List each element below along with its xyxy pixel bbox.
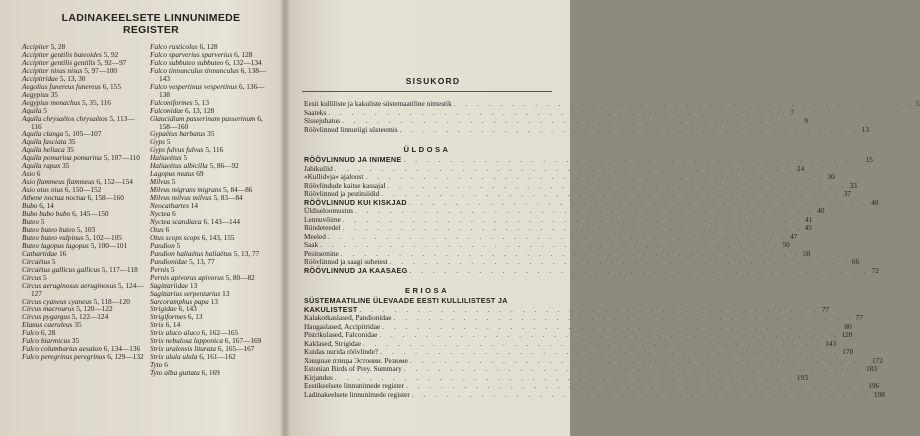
- latin-name: Accipiter nisus nisus: [22, 65, 83, 75]
- page-refs: 5, 124—127: [31, 280, 144, 298]
- latin-name: Bubo bubo bubo: [22, 209, 71, 219]
- index-entry: [150, 369, 272, 377]
- dot-leader: . . . . . . . . . . . . . . . . . . . . . . . . . . . . . . . . . . . . . . . .: [409, 355, 870, 365]
- page-refs: 35: [60, 161, 70, 171]
- toc-page-number: 30: [827, 172, 835, 181]
- index-entry: [22, 282, 144, 298]
- section-heading: ERIOSA: [404, 286, 450, 295]
- page-refs: 35: [70, 336, 80, 346]
- page-refs: 5, 107—110: [101, 153, 140, 163]
- page-refs: 5, 13, 77: [231, 248, 260, 258]
- toc-entry-title: Eesti kullilistе ja kakuliste süstemaatiline nimestik: [304, 99, 452, 108]
- latin-name: Circus: [22, 272, 42, 282]
- toc-page-number: 172: [871, 355, 883, 365]
- toc-page-number: 77: [855, 313, 863, 322]
- latin-name: Aquila clanga: [22, 129, 64, 139]
- toc-page-number: 193: [796, 372, 808, 382]
- page-refs: 6, 143, 155: [199, 232, 235, 242]
- left-page-index: [0, 0, 284, 436]
- page-refs: 5: [41, 105, 47, 115]
- latin-name: Milvus migrans migrans: [150, 185, 222, 195]
- dot-leader: . . . . . . . . . . . . . . . . . . . . . . . . . . . . . . . . . . . . . . . .: [340, 248, 801, 258]
- latin-name: Aegypius: [22, 89, 49, 99]
- dot-leader: . . . . . . . . . . . . . . . . . . . . . . . . . . . . . . . . . . . . . . . .: [328, 107, 789, 117]
- dot-leader: . . . . . . . . . . . . . . . . . . . . . . . . . . . . . . . . . . . . . . . .: [342, 214, 804, 224]
- latin-name: Falco tinnunculus tinnunculus: [150, 65, 239, 75]
- page-refs: 5: [181, 153, 188, 163]
- dot-leader: . . . . . . . . . . . . . . . . . . . . . . . . . . . . . . . . . . . . . . . .: [411, 389, 872, 399]
- latin-name: Neocathartes: [150, 201, 189, 211]
- latin-name: Aquila heliaca: [22, 145, 65, 155]
- dot-leader: . . . . . . . . . . . . . . . . . . . . . . . . . . . . . . . . . . . . . . . .: [379, 330, 840, 339]
- toc-entry-title: Haugaslased, Accipitridae: [304, 321, 381, 331]
- toc-entry: [304, 265, 879, 276]
- latin-name: Pandion haliaëtus haliaëtus: [150, 248, 232, 258]
- dot-leader: . . . . . . . . . . . . . . . . . . . . . . . . . . . . . . . . . . . . . . . .: [409, 265, 870, 275]
- page-refs: 6, 161—162: [197, 352, 236, 362]
- page-refs: 6: [162, 360, 168, 370]
- page-refs: 5: [169, 264, 175, 274]
- table-of-contents: [304, 99, 920, 399]
- toc-entry-title: Pistrikulased, Falconidae: [304, 330, 378, 339]
- latin-name: Bubo: [22, 201, 38, 211]
- latin-name: Pernis apivorus apivorus: [150, 272, 224, 282]
- latin-name: Strigiformes: [150, 312, 187, 322]
- latin-name: Falco peregrinus peregrinus: [22, 352, 106, 362]
- latin-name: Circus pygargus: [22, 312, 70, 322]
- dot-leader: . . . . . . . . . . . . . . . . . . . . . . . . . . . . . . . . . . . . . . . .: [363, 338, 824, 348]
- page-refs: 5: [169, 177, 176, 187]
- page-refs: 13: [188, 280, 198, 290]
- latin-name: Aegypius monachus: [22, 97, 81, 107]
- toc-page-number: 77: [821, 304, 830, 314]
- toc-page-number: 198: [873, 389, 885, 399]
- page-refs: 5, 35, 116: [80, 97, 111, 107]
- page-refs: 6, 167—169: [222, 336, 262, 346]
- toc-entry-title: SÜSTEMAATILINE ÜLEVAADE EESTI KULLILISTEST JA: [304, 296, 508, 305]
- latin-name: Cathartidae: [22, 248, 58, 258]
- page-refs: 6: [34, 169, 41, 179]
- toc-page-number: 58: [803, 248, 811, 258]
- latin-name: Accipiter gentilis buteoides: [22, 49, 102, 59]
- toc-entry-title: Röövlindude kaitse kassajal: [304, 180, 386, 190]
- dot-leader: . . . . . . . . . . . . . . . . . . . . . . . . . . . . . . . . . . . . . . . .: [403, 155, 864, 164]
- latin-name: Gypaëtus barbatus: [150, 129, 206, 139]
- toc-entry-title: Röövlinnud linnuriigi süsteemis: [304, 124, 398, 134]
- toc-entry-title: Jahikullid: [304, 163, 333, 173]
- latin-name: Tyto: [150, 360, 163, 370]
- latin-name: Tyto alba guttata: [150, 368, 200, 378]
- latin-name: Falco subbuteo subbuteo: [150, 57, 224, 67]
- latin-name: Aquila fasciata: [22, 137, 67, 147]
- page-refs: 6, 162—165: [199, 328, 239, 338]
- dot-leader: . . . . . . . . . . . . . . . . . . . . . . . . . . . . . . . . . . . . . . . .: [355, 206, 816, 215]
- latin-name: Accipiter: [22, 42, 49, 51]
- latin-name: Buteo buteo vulpinus: [22, 232, 84, 242]
- dot-leader: . . . . . . . . . . . . . . . . . . . . . . . . . . . . . . . . . . . . . . . .: [381, 189, 842, 198]
- toc-page-number: 9: [804, 116, 808, 125]
- toc-page-number: 196: [868, 381, 880, 390]
- toc-entry-title: KAKULISTEST: [304, 304, 358, 314]
- toc-entry-title: Meeled: [304, 231, 326, 241]
- page-refs: 5, 86—92: [207, 161, 239, 171]
- page-refs: 5: [165, 137, 171, 147]
- latin-name: Falconidae: [150, 105, 184, 115]
- toc-entry-title: Kirjandus: [304, 372, 333, 382]
- toc-page-number: 40: [817, 206, 825, 215]
- toc-page-number: 143: [825, 338, 837, 348]
- latin-name: Aquila pomarina pomarina: [22, 153, 102, 163]
- page-refs: 5, 120—122: [74, 304, 113, 314]
- toc-entry-title: RÖÖVLINNUD KUI KISKJAD: [304, 197, 407, 207]
- toc-page-number: 41: [805, 214, 813, 224]
- toc-entry-title: Eestikeelsete linnunimede register: [304, 381, 405, 390]
- latin-name: Buteo: [22, 216, 40, 226]
- page-refs: 6, 158—160: [85, 193, 124, 203]
- latin-name: Circaëtus gallicus gallicus: [22, 264, 100, 274]
- toc-page-number: 170: [842, 347, 854, 356]
- latin-name: Milvus milvus milvus: [150, 193, 212, 203]
- page-refs: 5, 117—118: [99, 264, 138, 274]
- page-refs: 5, 13: [192, 97, 209, 107]
- toc-page-number: 5: [915, 99, 920, 108]
- page-refs: 6, 152—154: [94, 177, 133, 187]
- toc-entry-title: Saateks: [304, 107, 327, 117]
- latin-name: Falco: [22, 328, 40, 338]
- latin-name: Sagittariidae: [150, 280, 189, 290]
- latin-name: Buteo buteo buteo: [22, 224, 76, 234]
- toc-entry-title: Röövlinnud ja saagi suhetest: [304, 257, 388, 266]
- toc-page-number: 37: [843, 189, 851, 198]
- page-refs: 5, 122—124: [69, 312, 109, 322]
- toc-entry-title: Ladinakeelsete linnunimede register: [304, 389, 410, 399]
- page-refs: 5, 13, 77: [187, 256, 215, 266]
- latin-name: Haliaeëtus: [150, 153, 182, 163]
- page-refs: 6, 143—144: [201, 216, 240, 226]
- page-refs: 6, 169: [199, 368, 220, 378]
- page-refs: 6, 14: [37, 201, 54, 211]
- dot-leader: . . . . . . . . . . . . . . . . . . . . . . . . . . . . . . . . . . . . . . . .: [359, 304, 820, 314]
- page-refs: 6, 13, 128: [183, 105, 215, 115]
- index-entry: [150, 67, 272, 83]
- toc-entry-title: Üldiseloomustus: [304, 206, 354, 215]
- latin-name: Nyctea: [150, 209, 171, 219]
- page-refs: 6: [163, 224, 170, 234]
- page-refs: 6, 28: [39, 328, 56, 338]
- toc-entry-title: Pesitsemine: [304, 248, 339, 258]
- page-refs: 14: [188, 201, 199, 211]
- page-refs: 5, 80—82: [223, 272, 255, 282]
- page-refs: 6, 138—143: [159, 65, 267, 83]
- latin-name: Milvus: [150, 177, 170, 187]
- page-refs: 5: [50, 256, 56, 266]
- latin-name: Athene noctua noctua: [22, 193, 86, 203]
- latin-name: Circus macrourus: [22, 304, 75, 314]
- dot-leader: . . . . . . . . . . . . . . . . . . . . . . . . . . . . . . . . . . . . . . . .: [406, 381, 867, 390]
- index-entry: [150, 353, 272, 361]
- page-refs: 35: [205, 129, 215, 139]
- page-refs: 5: [41, 272, 47, 282]
- index-entry: [150, 115, 272, 131]
- latin-name: Aquila: [22, 105, 42, 115]
- page-refs: 6, 143: [176, 304, 197, 314]
- latin-name: Asio: [22, 169, 35, 179]
- latin-name: Pandionidae: [150, 256, 188, 266]
- latin-name: Strix ulula ulula: [150, 352, 198, 362]
- toc-entry-title: Estonian Birds of Prey. Summary: [304, 364, 402, 373]
- index-title: LADINAKEELSETE LINNUNIMEDE REGISTER: [61, 12, 241, 36]
- latin-name: Accipiter gentilis gentilis: [22, 57, 96, 67]
- page-refs: 6, 165—167: [216, 344, 255, 354]
- dot-leader: . . . . . . . . . . . . . . . . . . . . . . . . . . . . . . . . . . . . . . . .: [453, 99, 914, 108]
- dot-leader: . . . . . . . . . . . . . . . . . . . . . . . . . . . . . . . . . . . . . . . .: [389, 257, 850, 266]
- toc-entry-title: Kaklased, Strigidae: [304, 338, 362, 348]
- toc-page-number: 66: [851, 257, 860, 266]
- toc-page-number: 24: [796, 163, 805, 173]
- dot-leader: . . . . . . . . . . . . . . . . . . . . . . . . . . . . . . . . . . . . . . . .: [380, 347, 841, 356]
- page-refs: 5, 92: [101, 49, 119, 59]
- latin-name: Glaucidium passerinum passerinum: [150, 113, 256, 123]
- page-refs: 13: [208, 296, 218, 306]
- toc-page-number: 80: [844, 321, 852, 331]
- latin-name: Pernis: [150, 264, 170, 274]
- latin-name: Falco sparverius sparverius: [150, 49, 233, 59]
- dot-leader: . . . . . . . . . . . . . . . . . . . . . . . . . . . . . . . . . . . . . . . .: [320, 240, 781, 249]
- toc-entry-title: «Kullid»ja» ajaloost: [304, 172, 364, 181]
- toc-entry-title: Röövlinnud ja pestitsiidid: [304, 189, 380, 198]
- dot-leader: . . . . . . . . . . . . . . . . . . . . . . . . . . . . . . . . . . . . . . . .: [365, 172, 826, 181]
- page-refs: 5, 28: [48, 42, 66, 51]
- contents-title: SISUKORD: [405, 76, 461, 86]
- dot-leader: . . . . . . . . . . . . . . . . . . . . . . . . . . . . . . . . . . . . . . . .: [334, 163, 795, 173]
- toc-page-number: 7: [790, 107, 795, 117]
- latin-name: Strix nebulosa lapponica: [150, 336, 223, 346]
- page-refs: 5, 13, 30: [58, 73, 86, 83]
- latin-name: Strix: [150, 320, 164, 330]
- latin-name: Asio flammeus flammeus: [22, 177, 95, 187]
- page-refs: 6, 134—136: [101, 344, 141, 354]
- toc-entry-title: Lennuvõime: [304, 214, 341, 224]
- latin-name: Sarcoramphus papa: [150, 296, 209, 306]
- dot-leader: . . . . . . . . . . . . . . . . . . . . . . . . . . . . . . . . . . . . . . . .: [387, 180, 848, 190]
- dot-leader: . . . . . . . . . . . . . . . . . . . . . . . . . . . . . . . . . . . . . . . .: [342, 223, 803, 232]
- page-refs: 6, 13: [186, 312, 203, 322]
- page-refs: 5, 103: [75, 224, 96, 234]
- latin-name: Circus cyaneus cyaneus: [22, 296, 92, 306]
- page-refs: 5, 97—100: [82, 65, 118, 75]
- page-refs: 5, 113—116: [31, 113, 135, 131]
- page-refs: 6, 14: [163, 320, 181, 330]
- latin-name: Aegolius funereus funereus: [22, 81, 101, 91]
- latin-name: Accipitridae: [22, 73, 59, 83]
- toc-entry-title: RÖÖVLINNUD JA INIMENE: [304, 155, 402, 164]
- page-refs: 6, 132—134: [223, 57, 262, 67]
- toc-page-number: 128: [841, 330, 853, 339]
- right-page-contents: [286, 0, 920, 436]
- page-refs: 6, 158—160: [159, 113, 263, 131]
- latin-name: Otus scops scops: [150, 232, 200, 242]
- toc-page-number: 47: [790, 231, 798, 241]
- page-refs: 13: [220, 288, 230, 298]
- latin-name: Falco biarmicus: [22, 336, 71, 346]
- page-refs: 5, 116: [203, 145, 224, 155]
- dot-leader: . . . . . . . . . . . . . . . . . . . . . . . . . . . . . . . . . . . . . . . .: [399, 124, 860, 134]
- section-heading: ÜLDOSA: [403, 145, 451, 154]
- latin-name: Circus aeruginosus aeruginosus: [22, 280, 117, 290]
- index-entry: [22, 115, 144, 131]
- page-refs: 5, 102—105: [83, 232, 122, 242]
- page-refs: 6, 145—150: [70, 209, 109, 219]
- toc-page-number: 15: [865, 155, 873, 164]
- page-refs: 5: [174, 240, 181, 250]
- page-refs: 35: [48, 89, 58, 99]
- title-rule: [302, 91, 552, 92]
- dot-leader: . . . . . . . . . . . . . . . . . . . . . . . . . . . . . . . . . . . . . . . .: [393, 313, 854, 322]
- latin-name: Otus: [150, 224, 164, 234]
- page-refs: 6, 155: [100, 81, 121, 91]
- latin-name: Falconiformes: [150, 97, 193, 107]
- index-column-2: [150, 43, 272, 377]
- latin-name: Gyps fulvus fulvus: [150, 145, 204, 155]
- page-refs: 6, 136—138: [159, 81, 265, 99]
- toc-page-number: 40: [870, 197, 879, 207]
- toc-entry-title: Sissejuhatus: [304, 116, 341, 125]
- toc-page-number: 33: [849, 180, 857, 190]
- page-refs: 6, 128: [232, 49, 253, 59]
- latin-name: Gyps: [150, 137, 165, 147]
- page-refs: 35: [72, 320, 82, 330]
- toc-page-number: 13: [861, 124, 870, 134]
- index-entry: [22, 353, 144, 361]
- page-refs: 5, 92—97: [95, 57, 127, 67]
- toc-entry: [304, 389, 885, 400]
- latin-name: Strigidae: [150, 304, 177, 314]
- page-refs: 6, 150—152: [62, 185, 102, 195]
- toc-page-number: 50: [782, 240, 790, 249]
- page-refs: 5, 118—120: [91, 296, 130, 306]
- toc-page-number: 72: [871, 265, 879, 275]
- latin-name: Pandion: [150, 240, 175, 250]
- toc-entry-title: Хищные птицы Эстонии. Резюме: [304, 355, 408, 365]
- page-refs: 69: [194, 169, 204, 179]
- page-refs: 5, 84—86: [221, 185, 253, 195]
- index-column-1: [22, 43, 144, 361]
- latin-name: Sagittarius serpentarius: [150, 288, 221, 298]
- dot-leader: . . . . . . . . . . . . . . . . . . . . . . . . . . . . . . . . . . . . . . . .: [334, 372, 795, 382]
- toc-entry-title: Ründeteedel: [304, 223, 341, 232]
- latin-name: Buteo lagopus lagopus: [22, 240, 89, 250]
- toc-entry-title: Kuidas uurida röövlinde?: [304, 347, 379, 356]
- page-refs: 6, 129—132: [105, 352, 144, 362]
- toc-page-number: 183: [865, 364, 877, 373]
- latin-name: Haliaeëtus albicilla: [150, 161, 208, 171]
- latin-name: Nyctea scandiaca: [150, 216, 202, 226]
- page-refs: 5, 83—84: [211, 193, 243, 203]
- dot-leader: . . . . . . . . . . . . . . . . . . . . . . . . . . . . . . . . . . . . . . . .: [403, 364, 864, 373]
- toc-page-number: 45: [804, 223, 812, 232]
- toc-entry: [304, 124, 870, 135]
- latin-name: Circaëtus: [22, 256, 51, 266]
- page-refs: 5, 100—101: [88, 240, 128, 250]
- page-refs: 5: [39, 216, 45, 226]
- latin-name: Falco rusticolus: [150, 42, 198, 51]
- latin-name: Strix aluco aluco: [150, 328, 200, 338]
- toc-entry-title: Saak: [304, 240, 319, 249]
- latin-name: Lagopus mutus: [150, 169, 195, 179]
- dot-leader: . . . . . . . . . . . . . . . . . . . . . . . . . . . . . . . . . . . . . . . .: [382, 321, 843, 331]
- page-refs: 35: [66, 137, 76, 147]
- latin-name: Falco columbarius aesalon: [22, 344, 102, 354]
- toc-entry-title: RÖÖVLINNUD JA KAASAEG: [304, 265, 408, 275]
- latin-name: Falco vespertinus vespertinus: [150, 81, 238, 91]
- page-refs: 6: [170, 209, 176, 219]
- toc-entry-title: Kalakotkaslased, Pandionidae: [304, 313, 392, 322]
- latin-name: Aquila rapax: [22, 161, 61, 171]
- dot-leader: . . . . . . . . . . . . . . . . . . . . . . . . . . . . . . . . . . . . . . . .: [408, 197, 869, 207]
- page-refs: 5, 105—107: [63, 129, 102, 139]
- latin-name: Asio otus otus: [22, 185, 63, 195]
- index-entry: [150, 83, 272, 99]
- latin-name: Strix uralensis liturata: [150, 344, 217, 354]
- page-refs: 16: [57, 248, 67, 258]
- page-refs: 6, 128: [197, 42, 218, 51]
- latin-name: Elanus caeruleus: [22, 320, 73, 330]
- dot-leader: . . . . . . . . . . . . . . . . . . . . . . . . . . . . . . . . . . . . . . . .: [327, 231, 789, 241]
- dot-leader: . . . . . . . . . . . . . . . . . . . . . . . . . . . . . . . . . . . . . . . .: [342, 116, 803, 125]
- latin-name: Aquila chrysaëtos chrysaëtos: [22, 113, 108, 123]
- page-refs: 35: [64, 145, 74, 155]
